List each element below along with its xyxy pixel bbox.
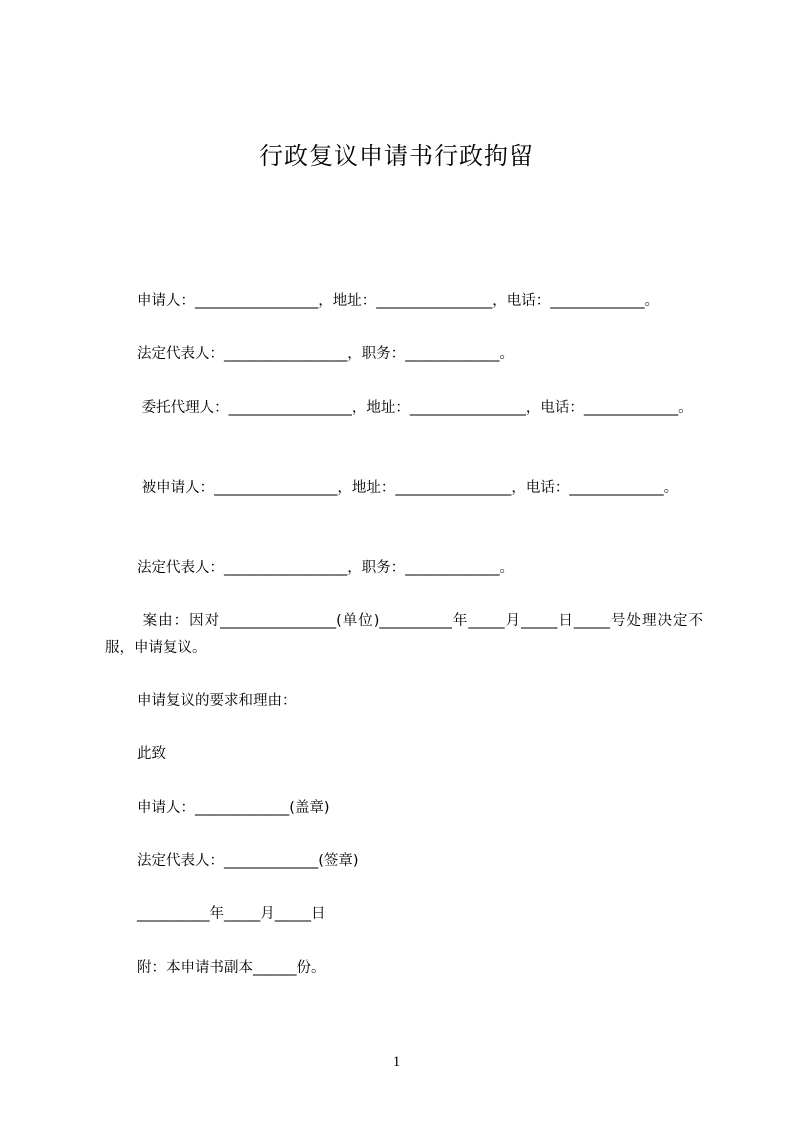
legal-representative-signature-line: 法定代表人：_____________(签章) (137, 853, 359, 869)
respondent-line: 被申请人：_________________，地址：________________，电话：_____________。 (137, 480, 679, 496)
salutation-line: 此致 (137, 746, 166, 762)
applicant-line: 申请人：_________________，地址：________________，电话：_____________。 (137, 293, 659, 309)
attachment-line: 附：本申请书副本______份。 (137, 960, 326, 976)
entrusted-agent-line: 委托代理人：_________________，地址：________________，电话：_____________。 (137, 400, 693, 416)
request-reasons-heading: 申请复议的要求和理由： (137, 693, 297, 709)
document-title: 行政复议申请书行政拘留 (259, 142, 534, 170)
date-line: __________年_____月_____日 (137, 906, 326, 922)
legal-representative-line: 法定代表人：_________________，职务：_____________。 (137, 346, 514, 362)
case-cause-paragraph: 案由：因对________________(单位)__________年_____月_____日_____号处理决定不服，申请复议。 (105, 613, 704, 656)
applicant-seal-line: 申请人：_____________(盖章) (137, 800, 330, 816)
respondent-legal-representative-line: 法定代表人：_________________，职务：_____________。 (137, 560, 514, 576)
page-number: 1 (392, 1054, 401, 1070)
